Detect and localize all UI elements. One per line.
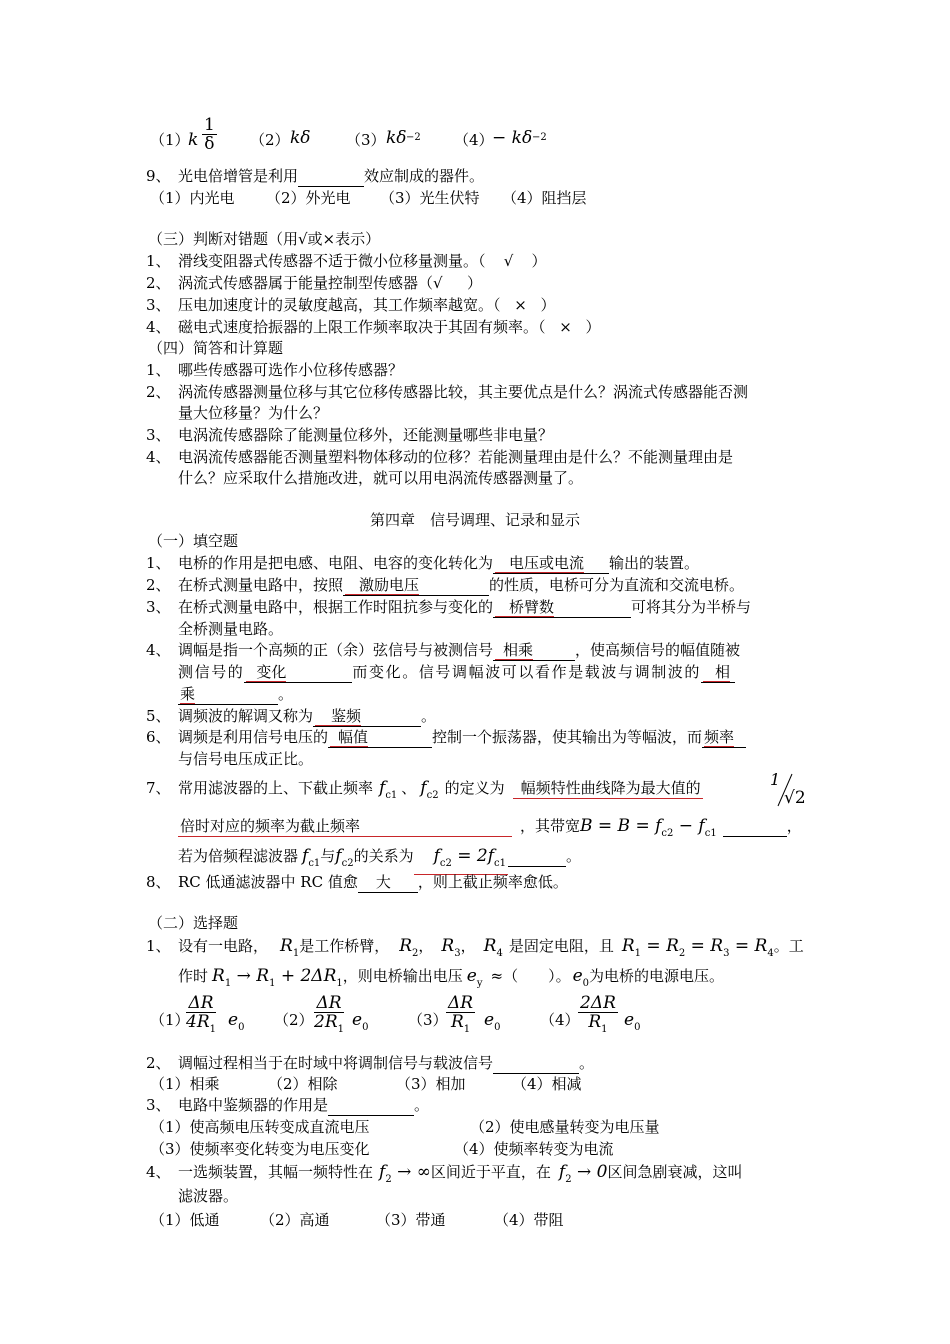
fill-8-answer-text: 大 <box>375 873 391 891</box>
choice-1-e: 作时 <box>178 967 209 985</box>
fill-7-line-3-text <box>178 846 581 875</box>
fill-4-answer-1[interactable] <box>493 640 575 661</box>
choice-3-blank[interactable] <box>328 1095 414 1116</box>
choice-1-ey: $e_y$ <box>466 966 483 989</box>
fill-5-text <box>178 706 436 727</box>
choice-2-opt-4[interactable]: （4）相减 <box>512 1075 582 1093</box>
sec3-item-1-num: 1、 <box>146 252 171 270</box>
fill-4-answer-3b-text: 乘 <box>180 685 196 703</box>
q9-option-3: （3）光生伏特 <box>380 189 480 207</box>
choice-2-opt-1[interactable]: （1）相乘 <box>150 1075 220 1093</box>
choice-1-opt-2-frac[interactable]: $\frac{\Delta R}{2R_1}$ <box>314 993 344 1035</box>
fill-4-line-2-text <box>178 662 735 683</box>
chapter-4-title: 第四章 信号调理、记录和显示 <box>369 511 580 529</box>
fill-7-line3-fc1: f <box>302 846 309 866</box>
fill-4-a: 调幅是指一个高频的正（余）弦信号与被测信号 <box>178 641 494 659</box>
sec3-item-4-mark: × <box>559 318 572 336</box>
fill-7-line3-fc2: f <box>335 846 342 866</box>
fill-7-fc2: f <box>420 778 427 798</box>
fill-7-fc1: f <box>379 778 386 798</box>
choice-4 <box>0 1162 950 1188</box>
choice-1-opt-3-e0: $e_0$ <box>484 1010 501 1033</box>
fill-7-fc2-sub: c2 <box>426 790 439 801</box>
sec3-item-2-mark: √ <box>433 274 443 292</box>
fill-5-a: 调频波的解调又称为 <box>178 707 314 725</box>
fill-7-answer-2[interactable] <box>414 846 508 875</box>
fill-7-line-2-text <box>178 816 802 844</box>
fill-7-blank-2[interactable] <box>508 846 566 867</box>
choice-1-change: $R_1 \to R_1 + 2\Delta R_1$ <box>212 966 343 989</box>
sec4-item-2-line-2: 量大位移量？为什么？ <box>178 404 329 422</box>
fill-5-answer-text: 鉴频 <box>315 707 361 726</box>
fill-7-bw-c1: c1 <box>704 828 717 839</box>
fill-4-answer-3a-text: 相 <box>703 663 730 682</box>
fill-3-b: 可将其分为半桥与 <box>631 598 752 616</box>
fill-1-text <box>178 553 699 574</box>
q8-option-1-label: （1） <box>150 131 190 149</box>
fill-2-num: 2、 <box>146 576 171 594</box>
choice-3-opt-4[interactable]: （4）使频率转变为电流 <box>454 1140 614 1158</box>
sec4-item-2-line-1: 涡流传感器测量位移与其它位移传感器比较，其主要优点是什么？涡流式传感器能否测 <box>178 383 749 401</box>
fill-7-line-3 <box>0 846 950 872</box>
q9-text <box>178 166 484 187</box>
fill-4-answer-2[interactable] <box>244 662 352 683</box>
choice-1-line-2 <box>0 966 950 992</box>
fill-5-num: 5、 <box>146 707 171 725</box>
sec3-item-4-end: ） <box>585 318 601 336</box>
fill-3-a: 在桥式测量电路中，根据工作时阻抗参与变化的 <box>178 598 494 616</box>
choice-1-opt-4-frac[interactable]: $\frac{2\Delta R}{R_1}$ <box>580 993 616 1035</box>
fill-7-fc1-sub: c1 <box>385 790 398 801</box>
choice-1-opt-3-frac[interactable]: $\frac{\Delta R}{R_1}$ <box>448 993 474 1035</box>
fill-7-line3-fc2-sub: c2 <box>341 858 354 869</box>
fill-4-e: 。 <box>278 685 294 703</box>
fill-2-a: 在桥式测量电路中，按照 <box>178 576 344 594</box>
choice-4-opt-2[interactable]: （2）高通 <box>260 1211 330 1229</box>
fill-8-num: 8、 <box>146 873 171 891</box>
fill-7-frac-top: 1 <box>770 770 781 789</box>
fill-4-answer-2-text: 变化 <box>246 663 286 682</box>
choice-1-g: ≈（ ）。 <box>490 967 571 985</box>
sec3-item-1-end: ） <box>531 252 547 270</box>
choice-1-opt-1-label: （1） <box>150 1011 190 1029</box>
sec3-item-1-text <box>178 251 547 271</box>
choice-1 <box>0 936 950 962</box>
fill-2-text <box>178 575 744 596</box>
fill-1-answer[interactable] <box>493 553 609 574</box>
choice-4-opt-4[interactable]: （4）带阻 <box>494 1211 564 1229</box>
fill-6-text <box>178 727 746 748</box>
sec3-item-2-body: 涡流式传感器属于能量控制型传感器（ <box>178 274 434 292</box>
fill-7-answer-1b-text: 倍时对应的频率为截止频率 <box>180 817 361 835</box>
choice-4-d: 滤波器。 <box>178 1187 239 1205</box>
sec3-item-4-text <box>178 317 601 337</box>
choice-1-options <box>150 994 710 1048</box>
fill-4-answer-3b[interactable] <box>178 684 278 705</box>
fill-7-blank-1[interactable] <box>723 816 787 837</box>
sec3-item-2-end: ） <box>467 274 483 292</box>
choice-2-blank[interactable] <box>493 1053 579 1074</box>
fill-5-b: 。 <box>421 707 437 725</box>
choice-2-text <box>178 1053 594 1074</box>
choice-1-opt-1-frac[interactable]: $\frac{\Delta R}{4R_1}$ <box>186 993 216 1035</box>
choice-4-a: 一选频装置，其幅一频特性在 <box>178 1163 374 1181</box>
fill-7-num: 7、 <box>146 779 171 797</box>
sec3-item-3-body: 压电加速度计的灵敏度越高，其工作频率越宽。（ <box>178 296 501 314</box>
q8-option-4-label: （4） <box>454 131 494 149</box>
choice-2-a: 调幅过程相当于在时域中将调制信号与载波信号 <box>178 1054 494 1072</box>
q9-blank[interactable] <box>298 166 364 187</box>
choice-1-c: 是固定电阻，且 <box>508 937 614 955</box>
q8-frac-top: 1 <box>204 115 215 135</box>
fill-6-a: 调频是利用信号电压的 <box>178 728 329 746</box>
choice-1-R2: $R_2$ <box>399 936 419 959</box>
section-3-title: （三）判断对错题（用√或×表示） <box>148 230 381 248</box>
q9-option-1: （1）内光电 <box>150 189 235 207</box>
fill-3-num: 3、 <box>146 598 171 616</box>
fill-7-line3-fc1-sub: c1 <box>308 858 321 869</box>
fill-7-rel-c1: c1 <box>494 858 506 869</box>
choice-4-c: 区间急剧衰减，这叫 <box>607 1163 743 1181</box>
fill-2-answer-text: 激励电压 <box>345 576 419 595</box>
q8-option-3-math: kδ <box>386 128 407 148</box>
fill-2-answer[interactable] <box>343 575 489 596</box>
choice-1-line-1: 设有一电路， $R_1$是工作桥臂， $R_2$， $R_3$， $R_4$ 是固定电阻，且 $R_1 = R_2 = R_3 = R_4$。工 <box>178 936 804 959</box>
choice-3-opt-2[interactable]: （2）使电感量转变为电压量 <box>470 1118 660 1136</box>
fill-7-bandwidth: B = B = f <box>580 816 662 836</box>
sec4-item-4-line-1: 电涡流传感器能否测量塑料物体移动的位移？若能测量理由是什么？不能测量理由是 <box>178 448 734 466</box>
fill-6-c: 与信号电压成正比。 <box>178 750 314 768</box>
choice-3-b: 。 <box>414 1096 430 1114</box>
q8-option-1-fraction <box>202 116 217 153</box>
choice-1-opt-1-e0: $e_0$ <box>228 1010 245 1033</box>
fill-7-e: 若为倍频程滤波器 <box>178 847 299 865</box>
choice-1-b: 是工作桥臂， <box>299 937 390 955</box>
fill-7-b: 的定义为 <box>444 779 505 797</box>
choice-1-equality: $R_1 = R_2 = R_3 = R_4$ <box>621 936 774 959</box>
choice-1-opt-2-label: （2） <box>274 1011 314 1029</box>
choice-1-line-2-text <box>178 966 724 994</box>
fill-3-text <box>178 597 751 618</box>
fill-7-text <box>178 778 703 806</box>
sec3-item-2-text <box>178 273 482 293</box>
q8-option-1-k: k <box>188 130 199 150</box>
sec3-item-4-num: 4、 <box>146 318 171 336</box>
sec4-item-4-num: 4、 <box>146 448 171 466</box>
choice-4-f2-zero: $f_2 \to 0$ <box>558 1162 608 1185</box>
fill-7-h: 。 <box>565 847 581 865</box>
q8-option-2-math: kδ <box>290 128 311 148</box>
q8-option-4-exp: −2 <box>532 132 547 143</box>
fill-7-c: ，其带宽 <box>520 817 581 835</box>
fill-7-sep: 、 <box>401 779 417 797</box>
choice-1-f: ，则电桥输出电压 <box>342 967 463 985</box>
choice-1-a: 设有一电路， <box>178 937 269 955</box>
choice-1-R1: $R_1$ <box>280 936 300 959</box>
fill-8-b: ，则上截止频率愈低。 <box>417 873 568 891</box>
fill-8-text <box>178 872 568 893</box>
choice-1-opt-4-label: （4） <box>540 1011 580 1029</box>
choice-3-num: 3、 <box>146 1096 171 1114</box>
sec3-item-3-mark: × <box>514 296 527 314</box>
section-4-title: （四）简答和计算题 <box>148 339 284 357</box>
sec4-item-3-line-1: 电涡流传感器除了能测量位移外，还能测量哪些非电量？ <box>178 426 554 444</box>
fill-8-answer[interactable] <box>358 872 418 893</box>
fill-3-c: 全桥测量电路。 <box>178 620 284 638</box>
choice-4-num: 4、 <box>146 1163 171 1181</box>
fill-in-title: （一）填空题 <box>148 532 239 550</box>
fill-7-answer-1-text: 幅频特性曲线降为最大值的 <box>520 779 701 797</box>
sec3-item-3-num: 3、 <box>146 296 171 314</box>
choice-3-opt-3[interactable]: （3）使频率变化转变为电压变化 <box>150 1140 370 1158</box>
fill-3-answer[interactable] <box>493 597 631 618</box>
q9-number: 9、 <box>146 167 171 185</box>
fill-4-b: ，使高频信号的幅值随被 <box>575 641 741 659</box>
sec3-item-4-body: 磁电式速度拾振器的上限工作频率取决于其固有频率。（ <box>178 318 546 336</box>
fill-7-frac-bottom: √2 <box>784 788 806 808</box>
sec3-item-1-body: 滑线变阻器式传感器不适于微小位移量测量。（ <box>178 252 486 270</box>
fill-4-num: 4、 <box>146 641 171 659</box>
choice-3-a: 电路中鉴频器的作用是 <box>178 1096 329 1114</box>
fill-1-answer-text: 电压或电流 <box>495 554 584 573</box>
choice-1-num: 1、 <box>146 937 171 955</box>
choice-1-d: 。工 <box>773 937 804 955</box>
fill-7-rel-c2: c2 <box>439 858 452 869</box>
fill-7-answer-1b[interactable] <box>178 816 512 837</box>
fill-4-line-3-text <box>178 684 293 705</box>
fill-6-answer-1-text: 幅值 <box>330 728 368 747</box>
fill-6-answer-2[interactable] <box>702 727 746 748</box>
fill-7-line-2 <box>0 816 950 842</box>
choice-1-R4: $R_4$ <box>483 936 503 959</box>
sec4-item-4-line-2: 什么？应采取什么措施改进，就可以用电涡流传感器测量了。 <box>178 469 584 487</box>
sec3-item-3-end: ） <box>540 296 556 314</box>
fill-7-d: ， <box>786 817 802 835</box>
fill-3-answer-text: 桥臂数 <box>495 598 554 617</box>
sec3-item-2-num: 2、 <box>146 274 171 292</box>
sec4-item-1-line-1: 哪些传感器可选作小位移传感器？ <box>178 361 404 379</box>
fill-5-answer[interactable] <box>313 706 421 727</box>
q8-option-4-math: − kδ <box>492 128 533 148</box>
choice-2-opt-3[interactable]: （3）相加 <box>396 1075 466 1093</box>
fill-6-answer-1[interactable] <box>328 727 432 748</box>
fill-1-a: 电桥的作用是把电感、电阻、电容的变化转化为 <box>178 554 494 572</box>
sec4-item-3-num: 3、 <box>146 426 171 444</box>
q9-option-2: （2）外光电 <box>266 189 351 207</box>
choice-1-opt-2-e0: $e_0$ <box>352 1010 369 1033</box>
fill-7-bw-mid: − f <box>673 816 705 836</box>
q8-option-3-label: （3） <box>346 131 386 149</box>
choice-3-text <box>178 1095 429 1116</box>
q9-text-a: 光电倍增管是利用 <box>178 167 299 185</box>
sec3-item-1-mark: √ <box>503 252 514 270</box>
fill-7-bw-c2: c2 <box>661 828 674 839</box>
fill-7-rel-f: f <box>433 846 440 866</box>
fill-7-answer-1[interactable] <box>513 778 703 799</box>
choice-1-opt-3-label: （3） <box>408 1011 448 1029</box>
fill-7-f: 与 <box>320 847 336 865</box>
choice-4-opt-1[interactable]: （1）低通 <box>150 1211 220 1229</box>
sec4-item-2-num: 2、 <box>146 383 171 401</box>
choice-4-opt-3[interactable]: （3）带通 <box>376 1211 446 1229</box>
q8-option-2-label: （2） <box>250 131 290 149</box>
fill-4-text <box>178 640 740 661</box>
fill-4-answer-1-text: 相乘 <box>495 641 533 660</box>
fill-7-rel-eq: = 2f <box>451 846 495 866</box>
choice-title: （二）选择题 <box>148 914 239 932</box>
choice-1-R3: $R_3$ <box>441 936 461 959</box>
fill-4-answer-3a[interactable] <box>701 662 735 683</box>
choice-2-opt-2[interactable]: （2）相除 <box>268 1075 338 1093</box>
sec4-item-1-num: 1、 <box>146 361 171 379</box>
q9-text-b: 效应制成的器件。 <box>364 167 485 185</box>
choice-1-h: 为电桥的电源电压。 <box>589 967 725 985</box>
fill-7-relation <box>416 846 506 869</box>
choice-1-e0: $e_0$ <box>572 966 590 989</box>
fill-7-a: 常用滤波器的上、下截止频率 <box>178 779 374 797</box>
fill-8-a: RC 低通滤波器中 RC 值愈 <box>178 873 358 891</box>
fill-6-num: 6、 <box>146 728 171 746</box>
fill-7-g: 的关系为 <box>353 847 414 865</box>
q9-option-4: （4）阻挡层 <box>502 189 587 207</box>
choice-4-text <box>178 1162 742 1190</box>
fill-4-d: 而变化。信号调幅波可以看作是载波与调制波的 <box>352 663 702 681</box>
choice-1-opt-4-e0: $e_0$ <box>624 1010 641 1033</box>
choice-2-b: 。 <box>579 1054 595 1072</box>
fill-1-num: 1、 <box>146 554 171 572</box>
fill-1-b: 输出的装置。 <box>609 554 700 572</box>
q8-option-3-exp: −2 <box>406 132 421 143</box>
choice-3-opt-1[interactable]: （1）使高频电压转变成直流电压 <box>150 1118 370 1136</box>
q8-frac-bottom: δ <box>204 134 215 154</box>
fill-6-answer-2-text: 频率 <box>704 728 735 746</box>
fill-6-b: 控制一个振荡器，使其输出为等幅波，而 <box>432 728 703 746</box>
choice-4-f2-inf: $f_2$ → ∞ <box>379 1162 431 1185</box>
choice-2-num: 2、 <box>146 1054 171 1072</box>
sec3-item-3-text <box>178 295 556 315</box>
choice-4-b: 区间近于平直，在 <box>430 1163 551 1181</box>
fill-4-c: 测信号的 <box>178 663 245 681</box>
fill-2-b: 的性质，电桥可分为直流和交流电桥。 <box>489 576 745 594</box>
